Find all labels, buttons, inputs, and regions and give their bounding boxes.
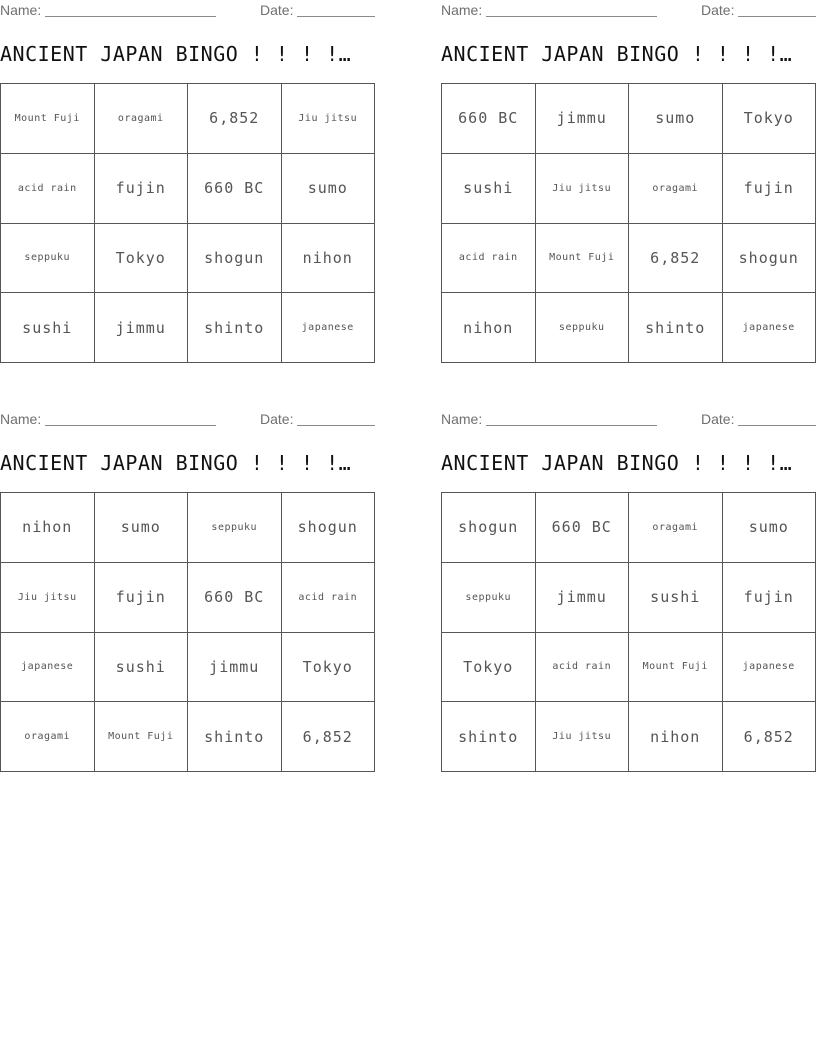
bingo-cell: jimmu [188,633,282,703]
card-title: ANCIENT JAPAN BINGO ! ! ! !… [0,451,352,475]
bingo-cell: Jiu jitsu [536,702,630,772]
bingo-cell: nihon [629,702,723,772]
bingo-cell: fujin [95,563,189,633]
bingo-cell: japanese [723,633,816,703]
date-field-line [738,16,816,17]
date-field-line [738,425,816,426]
card-title: ANCIENT JAPAN BINGO ! ! ! !… [441,451,793,475]
bingo-cell: oragami [629,154,723,224]
bingo-cell: Mount Fuji [536,224,630,294]
date-label: Date: [260,411,294,427]
bingo-cell: 6,852 [188,84,282,154]
bingo-cell: acid rain [1,154,95,224]
bingo-cell: sumo [282,154,376,224]
bingo-cell: 6,852 [282,702,376,772]
bingo-cell: sushi [629,563,723,633]
bingo-cell: shinto [188,702,282,772]
name-date-row [0,0,375,20]
bingo-cell: oragami [95,84,189,154]
bingo-cell: Mount Fuji [1,84,95,154]
name-date-row [441,409,816,429]
card-title: ANCIENT JAPAN BINGO ! ! ! !… [0,42,352,66]
bingo-cell: Tokyo [95,224,189,294]
bingo-cell: acid rain [282,563,376,633]
bingo-cell: sushi [442,154,536,224]
bingo-cell: shinto [629,293,723,363]
bingo-cell: seppuku [536,293,630,363]
bingo-cell: acid rain [442,224,536,294]
bingo-cell: sumo [723,493,816,563]
bingo-cell: sumo [95,493,189,563]
date-field-line [297,16,375,17]
bingo-cell: 660 BC [188,154,282,224]
bingo-grid [0,83,375,363]
bingo-cell: nihon [442,293,536,363]
date-label: Date: [701,411,735,427]
bingo-cell: Mount Fuji [95,702,189,772]
name-field-line [45,425,216,426]
bingo-card [0,0,375,337]
bingo-cell: Tokyo [723,84,816,154]
name-date-row [0,409,375,429]
bingo-cell: nihon [1,493,95,563]
name-field-line [45,16,216,17]
bingo-cell: fujin [723,563,816,633]
bingo-cell: Jiu jitsu [1,563,95,633]
name-field-line [486,16,657,17]
bingo-cell: Jiu jitsu [536,154,630,224]
bingo-cell: 660 BC [536,493,630,563]
bingo-cell: nihon [282,224,376,294]
name-label: Name: [0,411,42,427]
bingo-cell: shinto [442,702,536,772]
date-label: Date: [701,2,735,18]
bingo-cell: sushi [1,293,95,363]
name-date-row [441,0,816,20]
bingo-cell: Tokyo [282,633,376,703]
bingo-cell: shogun [188,224,282,294]
card-title: ANCIENT JAPAN BINGO ! ! ! !… [441,42,793,66]
bingo-cell: seppuku [442,563,536,633]
bingo-cell: sushi [95,633,189,703]
bingo-card [441,409,816,746]
bingo-cell: jimmu [536,84,630,154]
bingo-cell: 660 BC [442,84,536,154]
bingo-cell: japanese [1,633,95,703]
bingo-grid [441,492,816,772]
bingo-grid [0,492,375,772]
bingo-cell: seppuku [1,224,95,294]
bingo-cell: japanese [723,293,816,363]
bingo-card [441,0,816,337]
bingo-cell: Jiu jitsu [282,84,376,154]
bingo-cell: japanese [282,293,376,363]
date-field-line [297,425,375,426]
bingo-cell: sumo [629,84,723,154]
bingo-cell: acid rain [536,633,630,703]
name-label: Name: [441,2,483,18]
name-label: Name: [441,411,483,427]
name-field-line [486,425,657,426]
bingo-cell: seppuku [188,493,282,563]
bingo-cell: shogun [282,493,376,563]
bingo-grid [441,83,816,363]
bingo-cell: jimmu [536,563,630,633]
bingo-cell: 660 BC [188,563,282,633]
date-label: Date: [260,2,294,18]
bingo-cell: Tokyo [442,633,536,703]
bingo-cell: shinto [188,293,282,363]
name-label: Name: [0,2,42,18]
bingo-cell: shogun [723,224,816,294]
bingo-cell: fujin [723,154,816,224]
bingo-cell: oragami [629,493,723,563]
bingo-card [0,409,375,746]
bingo-cell: fujin [95,154,189,224]
bingo-cell: jimmu [95,293,189,363]
bingo-cell: 6,852 [723,702,816,772]
bingo-cell: 6,852 [629,224,723,294]
bingo-cell: Mount Fuji [629,633,723,703]
bingo-cell: shogun [442,493,536,563]
bingo-cell: oragami [1,702,95,772]
